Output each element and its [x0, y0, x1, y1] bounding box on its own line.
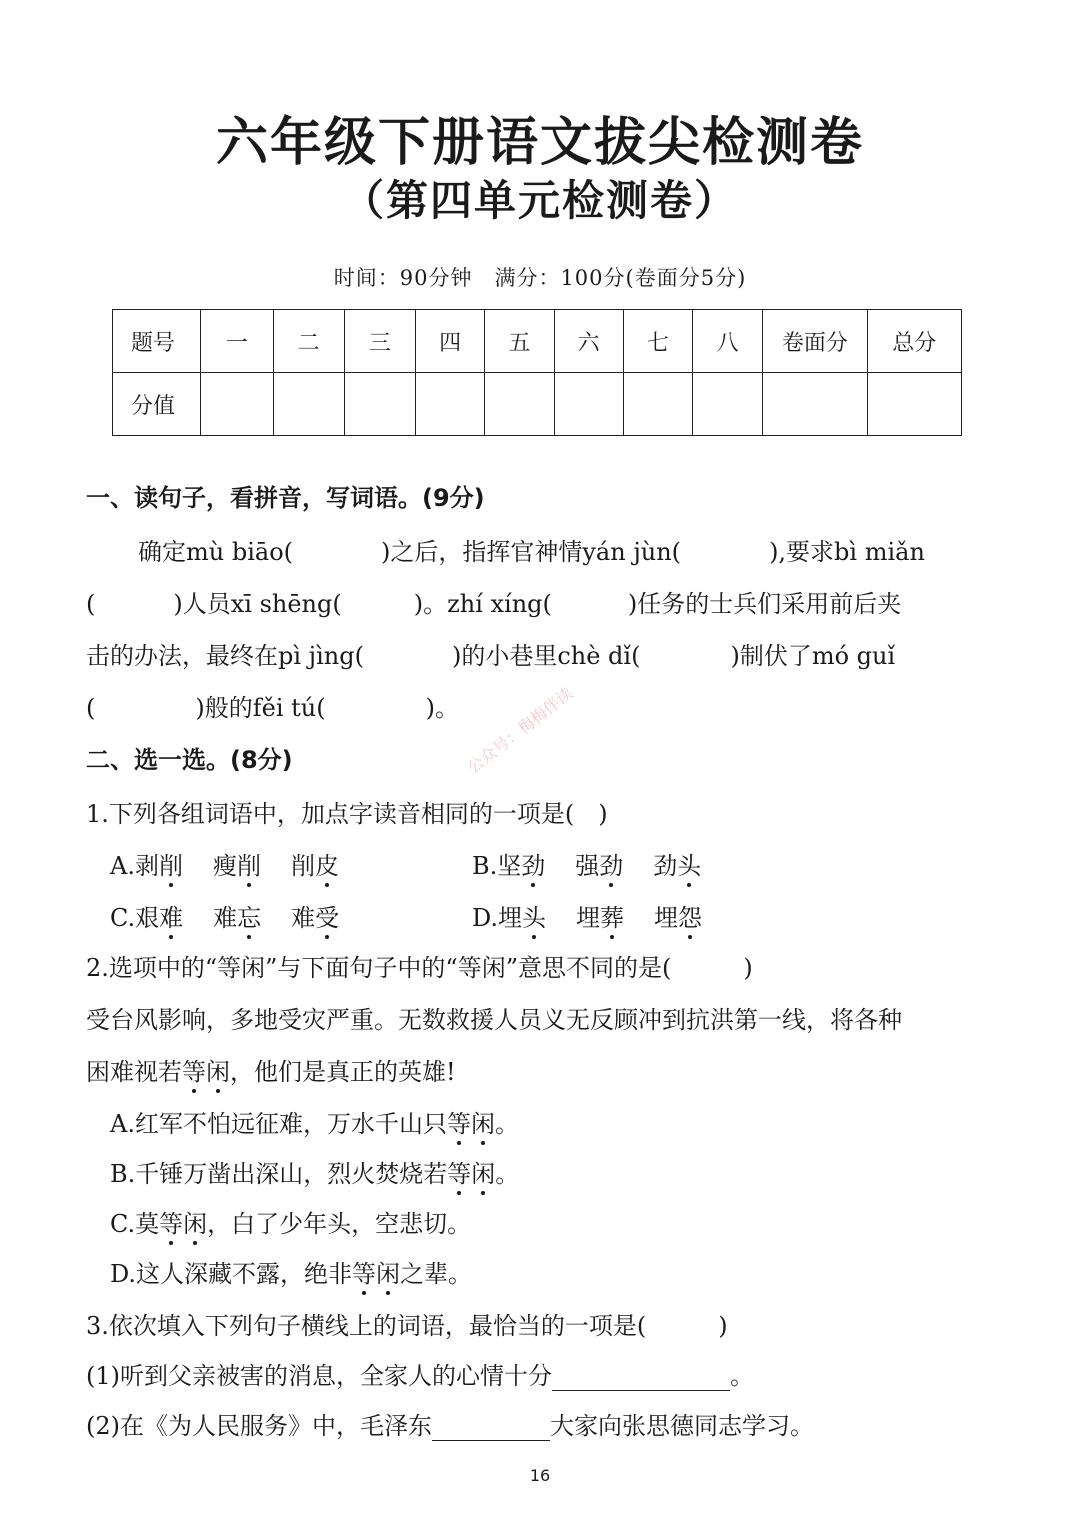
- dotted-word: [159, 1210, 207, 1238]
- score-input-cell[interactable]: [623, 373, 692, 436]
- score-input-cell[interactable]: [485, 373, 554, 436]
- score-cell: 总分: [867, 310, 961, 373]
- option-label: A.: [110, 852, 135, 880]
- score-cell: 卷面分: [763, 310, 867, 373]
- s1-text: )般的fěi tú(: [195, 694, 326, 722]
- score-cell: 四: [416, 310, 485, 373]
- exam-title: 六年级下册语文拔尖检测卷: [215, 113, 864, 173]
- fill-in-line[interactable]: [432, 1414, 550, 1441]
- emphasis-char: 等: [352, 1260, 377, 1288]
- q1-option-a[interactable]: [110, 846, 339, 881]
- q3-stem: 3.依次填入下列句子横线上的词语，最恰当的一项是( ): [86, 1312, 728, 1340]
- option-char: 难: [213, 904, 238, 932]
- exam-meta: 时间：90分钟 满分：100分(卷面分5分): [333, 266, 747, 290]
- score-cell: 六: [554, 310, 623, 373]
- option-word: [135, 852, 183, 880]
- option-char: 受: [315, 904, 340, 932]
- q3-sentence-1: [86, 1356, 754, 1391]
- s1-line-2: [86, 584, 901, 619]
- s1-text: 确定mù biāo(: [138, 538, 294, 566]
- score-input-cell[interactable]: [692, 373, 762, 436]
- s1-text: ),要求bì miǎn: [769, 538, 925, 566]
- option-word: [291, 852, 339, 880]
- score-input-cell[interactable]: [344, 373, 415, 436]
- score-cell: 题号: [113, 310, 201, 373]
- s1-text: (: [86, 590, 96, 618]
- option-word: [575, 852, 623, 880]
- option-char: 削: [290, 852, 315, 880]
- option-char: 难: [159, 904, 184, 932]
- option-char: 头: [677, 852, 702, 880]
- q2-option-b[interactable]: [110, 1154, 519, 1189]
- sentence-text: (1)听到父亲被害的消息，全家人的心情十分: [86, 1362, 552, 1390]
- emphasis-char: 等: [447, 1160, 472, 1188]
- option-text: 。: [495, 1160, 520, 1188]
- emphasis-char: 等: [446, 1110, 471, 1138]
- s1-text: )任务的士兵们采用前后夹: [627, 590, 902, 618]
- score-table: [112, 309, 962, 436]
- q2-option-a[interactable]: [110, 1104, 519, 1139]
- option-char: 剥: [134, 852, 159, 880]
- s1-text: 击的办法，最终在pì jìng(: [86, 642, 364, 670]
- score-cell: 八: [692, 310, 762, 373]
- watermark: 公众号：梅梅伴读: [463, 683, 577, 778]
- option-char: 葬: [600, 904, 625, 932]
- dotted-word: [447, 1110, 495, 1138]
- fill-in-line[interactable]: [552, 1364, 730, 1391]
- s1-line-1: [138, 532, 925, 567]
- passage-text: ，他们是真正的英雄!: [230, 1058, 456, 1086]
- score-cell: 三: [344, 310, 415, 373]
- dotted-word: [182, 1058, 230, 1086]
- score-input-cell[interactable]: [763, 373, 867, 436]
- score-cell: 七: [623, 310, 692, 373]
- option-text: ，白了少年头，空悲切。: [207, 1210, 472, 1238]
- section1-heading: 一、读句子，看拼音，写词语。(9分): [86, 484, 485, 512]
- option-word: [213, 852, 261, 880]
- sentence-text: 大家向张思德同志学习。: [550, 1412, 814, 1440]
- score-input-cell[interactable]: [273, 373, 344, 436]
- passage-text: 困难视若: [86, 1058, 182, 1086]
- score-input-cell[interactable]: [201, 373, 273, 436]
- emphasis-char: 闲: [470, 1110, 495, 1138]
- s1-line-3: [86, 636, 895, 671]
- dotted-word: [447, 1160, 495, 1188]
- option-word: [576, 904, 624, 932]
- q2-option-d[interactable]: [110, 1254, 472, 1289]
- sentence-text: 。: [730, 1362, 754, 1390]
- option-char: 强: [575, 852, 600, 880]
- score-input-cell[interactable]: [416, 373, 485, 436]
- s1-line-4: [86, 688, 459, 723]
- option-text: A.红军不怕远征难，万水千山只: [110, 1110, 447, 1138]
- emphasis-char: 闲: [183, 1210, 208, 1238]
- q2-stem: 2.选项中的“等闲”与下面句子中的“等闲”意思不同的是( ): [86, 954, 753, 982]
- option-char: 劲: [521, 852, 546, 880]
- q1-option-b[interactable]: [472, 846, 701, 881]
- option-text: 之辈。: [400, 1260, 473, 1288]
- option-label: D.: [472, 904, 499, 932]
- option-word: [135, 904, 183, 932]
- option-char: 坚: [497, 852, 522, 880]
- option-char: 瘦: [212, 852, 237, 880]
- score-cell: 一: [201, 310, 273, 373]
- score-cell: 二: [273, 310, 344, 373]
- q1-option-c[interactable]: [110, 898, 339, 933]
- emphasis-char: 闲: [376, 1260, 401, 1288]
- score-row-label: 分值: [113, 373, 201, 436]
- option-char: 埋: [654, 904, 679, 932]
- emphasis-char: 闲: [471, 1160, 496, 1188]
- option-char: 头: [522, 904, 547, 932]
- option-char: 忘: [237, 904, 262, 932]
- option-text: C.莫: [110, 1210, 160, 1238]
- q2-passage-line-1: 受台风影响，多地受灾严重。无数救援人员义无反顾冲到抗洪第一线，将各种: [86, 1006, 902, 1034]
- option-label: C.: [110, 904, 136, 932]
- option-word: [653, 852, 701, 880]
- score-input-cell[interactable]: [867, 373, 961, 436]
- option-char: 埋: [576, 904, 601, 932]
- option-word: [497, 852, 545, 880]
- option-char: 埋: [498, 904, 523, 932]
- option-char: 削: [236, 852, 261, 880]
- option-word: [291, 904, 339, 932]
- s1-text: )制伏了mó guǐ: [730, 642, 896, 670]
- option-word: [213, 904, 261, 932]
- option-char: 劲: [653, 852, 678, 880]
- exam-subtitle: （第四单元检测卷）: [341, 176, 738, 225]
- option-char: 难: [291, 904, 316, 932]
- option-text: B.千锤万凿出深山，烈火焚烧若: [110, 1160, 448, 1188]
- option-char: 皮: [314, 852, 339, 880]
- option-text: D.这人深藏不露，绝非: [110, 1260, 353, 1288]
- emphasis-char: 闲: [206, 1058, 230, 1086]
- score-cell: 五: [485, 310, 554, 373]
- q1-option-d[interactable]: [472, 898, 702, 933]
- sentence-text: (2)在《为人民服务》中，毛泽东: [86, 1412, 432, 1440]
- q3-sentence-2: [86, 1406, 814, 1441]
- s1-text: )人员xī shēng(: [173, 590, 342, 618]
- dotted-word: [352, 1260, 400, 1288]
- emphasis-char: 等: [159, 1210, 184, 1238]
- option-char: 劲: [599, 852, 624, 880]
- q2-option-c[interactable]: [110, 1204, 471, 1239]
- emphasis-char: 等: [182, 1058, 206, 1086]
- option-label: B.: [472, 852, 498, 880]
- score-table-header-row: [113, 310, 962, 373]
- score-input-cell[interactable]: [554, 373, 623, 436]
- option-char: 艰: [135, 904, 160, 932]
- option-text: 。: [494, 1110, 519, 1138]
- q1-stem: 1.下列各组词语中，加点字读音相同的一项是( ): [86, 800, 608, 828]
- q2-passage-line-2: [86, 1052, 456, 1087]
- option-word: [498, 904, 546, 932]
- score-table-value-row: [113, 373, 962, 436]
- s1-text: )。zhí xíng(: [413, 590, 552, 618]
- s1-text: )之后，指挥官神情yán jùn(: [381, 538, 682, 566]
- section2-heading: 二、选一选。(8分): [86, 746, 293, 774]
- s1-text: )。: [425, 694, 459, 722]
- option-word: [654, 904, 702, 932]
- page-number: 16: [529, 1466, 551, 1485]
- s1-text: )的小巷里chè dǐ(: [451, 642, 641, 670]
- option-char: 怨: [678, 904, 703, 932]
- option-char: 削: [158, 852, 183, 880]
- s1-text: (: [86, 694, 96, 722]
